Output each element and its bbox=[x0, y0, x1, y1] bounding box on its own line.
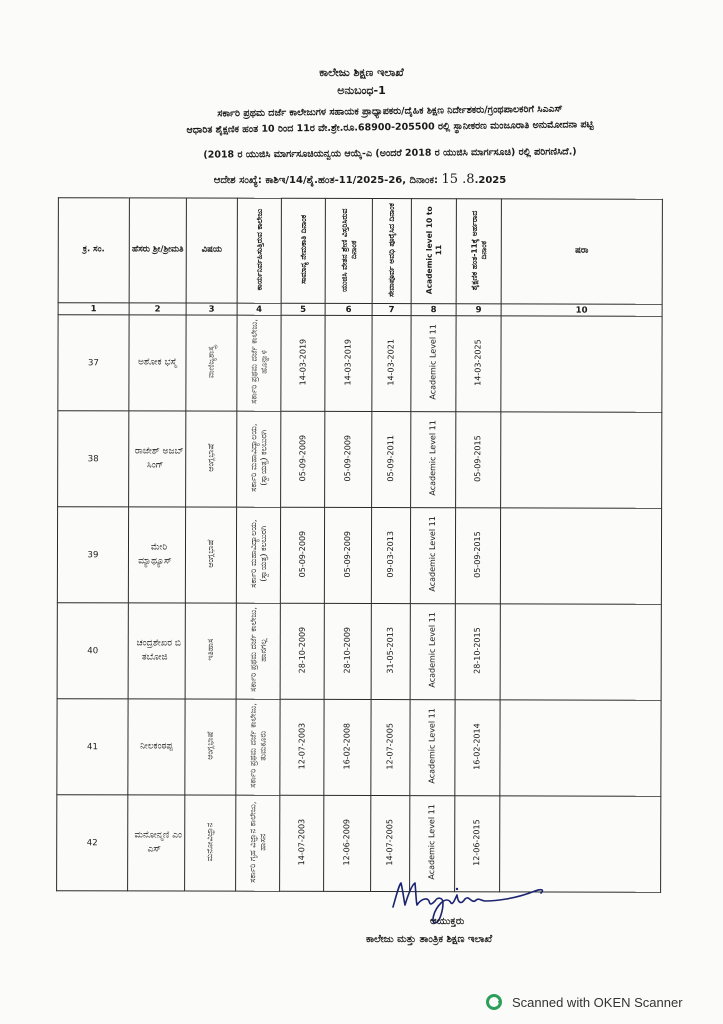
cell-appointment-date: 05-09-2009 bbox=[280, 507, 324, 603]
col-header-appointment: ಸಾಮಾನ್ಯ ನೇಮಕಾತಿ ದಿನಾಂಕ bbox=[281, 198, 325, 303]
cell-eligible-date: 16-02-2014 bbox=[455, 700, 500, 796]
cell-eligible-date: 05-09-2015 bbox=[456, 412, 501, 508]
cell-name: ನೀಲಕಂಠಪ್ಪ bbox=[128, 699, 185, 795]
cell-academic-level: Academic Level 11 bbox=[410, 700, 455, 796]
order-date-handwritten: 15 .8 bbox=[441, 172, 475, 187]
cell-college: ಸರ್ಕಾರಿ ಮಹಾವಿದ್ಯಾಲಯ, (ಸ್ವಾಯತ್ತ) ಕಲಬುರಗಿ bbox=[236, 507, 280, 603]
cell-subject: ಆಂಗ್ಲಭಾಷೆ bbox=[186, 411, 237, 507]
cell-ugc-date: 05-09-2009 bbox=[324, 507, 371, 603]
oken-scanner-logo-icon bbox=[486, 993, 504, 1011]
cell-ugc-date: 12-06-2009 bbox=[324, 795, 371, 891]
cell-subject: ಆಂಗ್ಲಭಾಷೆ bbox=[185, 699, 236, 795]
cell-subject: ಆಂಗ್ಲಭಾಷೆ bbox=[185, 507, 236, 603]
cell-appointment-date: 12-07-2003 bbox=[280, 699, 324, 795]
cell-appointment-date: 05-09-2009 bbox=[281, 411, 325, 507]
cell-subject: ಮನೋವಿಜ್ಞಾನ bbox=[185, 795, 236, 891]
order-prefix: ಆದೇಶ ಸಂಖ್ಯೆ: ಕಾಶಿಇ/14/ಶೈ.ಹಂತ-11/2025-26, ದಿನಾಂಕ: bbox=[213, 175, 442, 186]
scanner-watermark bbox=[486, 991, 683, 1013]
col-number: 6 bbox=[325, 303, 372, 315]
col-header-college: ಕಾರ್ಯನಿರ್ವಹಿಸುತ್ತಿರುವ ಕಾಲೇಜು bbox=[237, 198, 281, 303]
cell-college: ಸರ್ಕಾರಿ ಪ್ರಥಮ ದರ್ಜೆ ಕಾಲೇಜು, ಹೊನ್ನಾಳಿ bbox=[237, 315, 281, 411]
table-row bbox=[57, 795, 661, 893]
cell-college: ಸರ್ಕಾರಿ ಪ್ರಥಮ ದರ್ಜೆ ಕಾಲೇಜು, ತುಮಕೂರು bbox=[236, 699, 280, 795]
title-line-2: ಆಧಾರಿತ ಶೈಕ್ಷಣಿಕ ಹಂತ 10 ರಿಂದ 11ರ ವೇ.ಶ್ರೇ.ರೂ.68900-205500 ರಲ್ಲಿ ಸ್ಥಾನೀಕರಣ ಮಂಜೂರಾತಿ ಅನುಮೋದನಾ ಪಟ್ಟಿ bbox=[186, 119, 594, 136]
table-row bbox=[57, 507, 661, 605]
cell-ugc-date: 16-02-2008 bbox=[324, 699, 371, 795]
cell-name: ಮೇರಿ ಮ್ಯಾಥ್ಯೂಸ್ bbox=[128, 507, 185, 603]
col-number: 3 bbox=[186, 303, 237, 315]
cell-ugc-date: 05-09-2009 bbox=[325, 411, 372, 507]
table-row bbox=[58, 315, 662, 413]
cell-name: ರಾಜೇಶ್ ಅಜಬ್ ಸಿಂಗ್ bbox=[129, 411, 186, 507]
cell-remarks bbox=[500, 700, 661, 796]
order-date-year: .2025 bbox=[474, 175, 507, 186]
table-row bbox=[58, 411, 662, 509]
signatory-office: ಕಾಲೇಜು ಮತ್ತು ತಾಂತ್ರಿಕ ಶಿಕ್ಷಣ ಇಲಾಖೆ bbox=[366, 934, 493, 945]
cell-name: ಮನೋನ್ಮಣಿ ಎಂ ಎಸ್ bbox=[128, 795, 185, 891]
col-number: 2 bbox=[129, 303, 186, 315]
cell-remarks bbox=[501, 412, 662, 508]
col-header-ugc: ಯುಜಿಸಿ ವೇತನ ಶ್ರೇಣಿ ವಿಸ್ತರಿಸಿರುವ ದಿನಾಂಕ bbox=[325, 198, 372, 303]
cell-sno: 41 bbox=[57, 699, 128, 795]
order-number bbox=[80, 172, 640, 187]
cell-sno: 40 bbox=[57, 603, 128, 699]
col-number: 5 bbox=[281, 303, 325, 315]
table-row bbox=[57, 699, 661, 797]
cell-service-date: 14-03-2021 bbox=[372, 316, 411, 412]
title-line-1: ಸರ್ಕಾರಿ ಪ್ರಥಮ ದರ್ಜೆ ಕಾಲೇಜುಗಳ ಸಹಾಯಕ ಪ್ರಾಧ್ಯಾಪಕರು/ದೈಹಿಕ ಶಿಕ್ಷಣ ನಿರ್ದೇಶಕರು/ಗ್ರಂಥಪಾಲಕರಿಗೆ ಸಿಎಎಸ್ bbox=[217, 103, 563, 120]
col-number: 9 bbox=[456, 304, 501, 316]
annexure-heading: ಅನುಬಂಧ-1 bbox=[337, 84, 386, 97]
cell-eligible-date: 14-03-2025 bbox=[456, 316, 501, 412]
cell-eligible-date: 28-10-2015 bbox=[455, 604, 500, 700]
cell-subject: ವಾಣಿಜ್ಯಶಾಸ್ತ್ರ bbox=[186, 315, 237, 411]
signatory-designation: ಆಯುಕ್ತರು bbox=[430, 916, 465, 927]
cell-ugc-date: 14-03-2019 bbox=[325, 315, 372, 411]
cell-academic-level: Academic Level 11 bbox=[411, 316, 456, 412]
col-header-sno: ಕ್ರ. ಸಂ. bbox=[58, 198, 129, 303]
cell-service-date: 09-03-2013 bbox=[371, 508, 410, 604]
cell-remarks bbox=[501, 316, 662, 412]
cell-subject: ಇತಿಹಾಸ bbox=[185, 603, 236, 699]
cell-appointment-date: 28-10-2009 bbox=[280, 603, 324, 699]
col-header-service: ಸೇವಾಪೂರ್ವ ಅವಧಿ ಪೂರೈಸಿದ ದಿನಾಂಕ bbox=[372, 199, 411, 304]
cell-remarks bbox=[500, 604, 661, 700]
signature-image bbox=[385, 875, 555, 925]
col-header-eligible: ಶೈಕ್ಷಣಿಕ ಹಂತ-11ಕ್ಕೆ ಅರ್ಹರಾದ ದಿನಾಂಕ bbox=[456, 199, 501, 304]
watermark-text: Scanned with OKEN Scanner bbox=[512, 994, 683, 1010]
table-row bbox=[57, 603, 661, 701]
col-number: 7 bbox=[372, 304, 411, 316]
cell-academic-level: Academic Level 11 bbox=[410, 796, 455, 892]
col-number: 1 bbox=[58, 303, 129, 315]
cell-appointment-date: 14-07-2003 bbox=[280, 795, 324, 891]
table-header-row bbox=[58, 198, 662, 305]
title-note: (2018 ರ ಯುಜಿಸಿ ಮಾರ್ಗಸೂಚಿಯನ್ವಯ ಆಯ್ಕೆ-ಎ (ಅಂದರೆ 2018 ರ ಯುಜಿಸಿ ಮಾರ್ಗಸೂಚಿ) ರಲ್ಲಿ ಪರಿಗಣಿಸಿದೆ.) bbox=[203, 146, 577, 161]
col-header-remarks: ಷರಾ bbox=[501, 199, 662, 304]
cell-name: ಚಂದ್ರಶೇಖರ ಬಿ ತಬೋಜಿ bbox=[128, 603, 185, 699]
cell-name: ಅಶೋಕ ಭಸ್ಮೆ bbox=[129, 315, 186, 411]
cell-sno: 38 bbox=[58, 411, 129, 507]
col-number: 10 bbox=[501, 304, 662, 316]
cell-college: ಸರ್ಕಾರಿ ಪ್ರಥಮ ದರ್ಜೆ ಕಾಲೇಜು, ಹಾನಗಲ್ಲ bbox=[236, 603, 280, 699]
cell-eligible-date: 12-06-2015 bbox=[455, 796, 500, 892]
cell-sno: 39 bbox=[57, 507, 128, 603]
cell-sno: 42 bbox=[57, 795, 128, 891]
cell-appointment-date: 14-03-2019 bbox=[281, 315, 325, 411]
cell-academic-level: Academic Level 11 bbox=[410, 604, 455, 700]
cell-academic-level: Academic Level 11 bbox=[410, 508, 455, 604]
col-header-level: Academic level 10 to 11 bbox=[411, 199, 456, 304]
col-header-name: ಹೆಸರು ಶ್ರೀ/ಶ್ರೀಮತಿ bbox=[129, 198, 186, 303]
col-number: 8 bbox=[411, 304, 456, 316]
cell-service-date: 14-07-2005 bbox=[371, 796, 410, 892]
cell-college: ಸರ್ಕಾರಿ ಗೃಹ ವಿಜ್ಞಾನ ಕಾಲೇಜು, ಹಾಸನ bbox=[236, 795, 280, 891]
approval-table bbox=[56, 197, 663, 893]
col-number: 4 bbox=[237, 303, 281, 315]
cell-eligible-date: 05-09-2015 bbox=[455, 508, 500, 604]
cell-service-date: 31-05-2013 bbox=[371, 604, 410, 700]
cell-remarks bbox=[500, 508, 661, 604]
cell-sno: 37 bbox=[58, 315, 129, 411]
cell-service-date: 05-09-2011 bbox=[372, 412, 411, 508]
cell-college: ಸರ್ಕಾರಿ ಮಹಾವಿದ್ಯಾಲಯ, (ಸ್ವಾಯತ್ತ) ಕಲಬುರಗಿ bbox=[237, 411, 281, 507]
col-header-subject: ವಿಷಯ bbox=[186, 198, 237, 303]
department-heading: ಕಾಲೇಜು ಶಿಕ್ಷಣ ಇಲಾಖೆ bbox=[319, 66, 404, 79]
cell-service-date: 12-07-2005 bbox=[371, 700, 410, 796]
cell-ugc-date: 28-10-2009 bbox=[324, 603, 371, 699]
cell-academic-level: Academic Level 11 bbox=[411, 412, 456, 508]
